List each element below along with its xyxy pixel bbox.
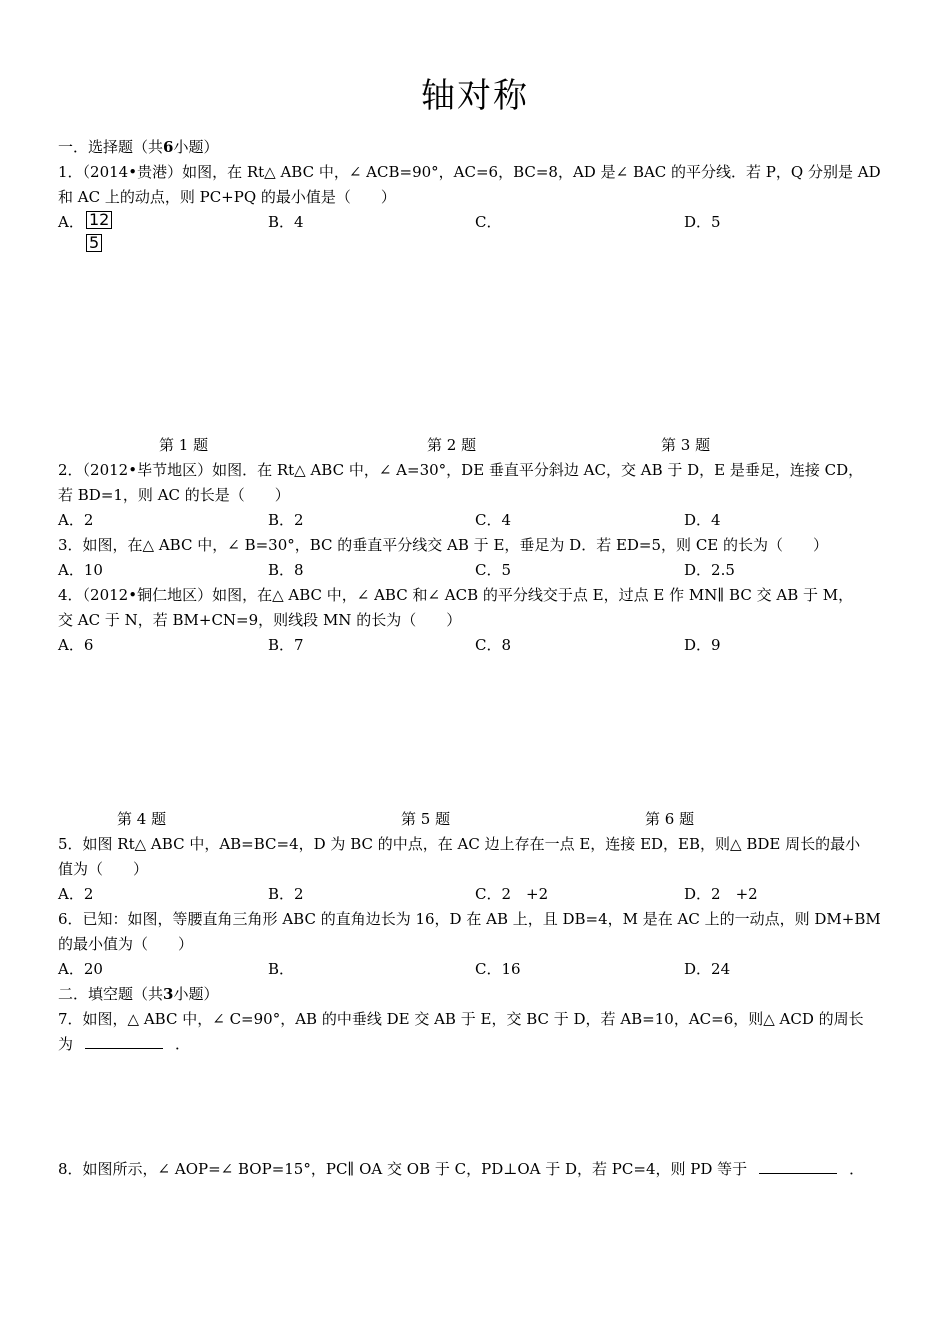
q3-option-a: A．10 bbox=[58, 561, 103, 579]
q6-option-d: D．24 bbox=[684, 960, 731, 978]
q1-option-a: A． bbox=[58, 213, 84, 231]
page-title: 轴对称 bbox=[421, 76, 529, 116]
q7-answer-blank[interactable] bbox=[85, 1034, 163, 1049]
figure-caption-3: 第 3 题 bbox=[661, 436, 711, 454]
figure-caption-4: 第 4 题 bbox=[117, 810, 167, 828]
q4-option-b: B．7 bbox=[268, 636, 304, 654]
section-heading-fill: 二．填空题（共3小题） bbox=[58, 985, 219, 1003]
q5-option-b: B．2 bbox=[268, 885, 304, 903]
q3-option-b: B．8 bbox=[268, 561, 304, 579]
question-4-line-1: 4．（2012•铜仁地区）如图，在△ ABC 中，∠ ABC 和∠ ACB 的平分线交于点 E，过点 E 作 MN∥ BC 交 AB 于 M， bbox=[58, 586, 854, 604]
question-4-line-2: 交 AC 于 N，若 BM+CN=9，则线段 MN 的长为（ ） bbox=[58, 611, 462, 629]
question-5-line-2: 值为（ ） bbox=[58, 860, 149, 878]
q3-option-d: D．2.5 bbox=[684, 561, 735, 579]
q8-answer-blank[interactable] bbox=[759, 1159, 837, 1174]
question-5-line-1: 5．如图 Rt△ ABC 中，AB=BC=4，D 为 BC 的中点，在 AC 边上存在一点 E，连接 ED，EB，则△ BDE 周长的最小 bbox=[58, 835, 861, 853]
section-heading-choice: 一．选择题（共6小题） bbox=[58, 138, 219, 156]
q2-option-d: D．4 bbox=[684, 511, 721, 529]
q1-option-c: C． bbox=[475, 213, 502, 231]
question-7-line-2: 为 ． bbox=[58, 1035, 191, 1053]
q5-option-c: C．2 +2 bbox=[475, 885, 549, 903]
q5-option-a: A．2 bbox=[58, 885, 94, 903]
q6-option-b: B． bbox=[268, 960, 295, 978]
q2-option-c: C．4 bbox=[475, 511, 512, 529]
q6-option-c: C．16 bbox=[475, 960, 521, 978]
question-2-line-2: 若 BD=1，则 AC 的长是（ ） bbox=[58, 486, 290, 504]
question-1-line-1: 1．（2014•贵港）如图，在 Rt△ ABC 中，∠ ACB=90°，AC=6，BC=8，AD 是∠ BAC 的平分线．若 P，Q 分别是 AD bbox=[58, 163, 881, 181]
q4-option-d: D．9 bbox=[684, 636, 721, 654]
q5-option-d: D．2 +2 bbox=[684, 885, 758, 903]
question-3-line-1: 3．如图，在△ ABC 中，∠ B=30°，BC 的垂直平分线交 AB 于 E，垂足为 D．若 ED=5，则 CE 的长为（ ） bbox=[58, 536, 829, 554]
figure-caption-6: 第 6 题 bbox=[645, 810, 695, 828]
q3-option-c: C．5 bbox=[475, 561, 512, 579]
question-2-line-1: 2．（2012•毕节地区）如图．在 Rt△ ABC 中，∠ A=30°，DE 垂直平分斜边 AC，交 AB 于 D，E 是垂足，连接 CD， bbox=[58, 461, 864, 479]
figure-caption-5: 第 5 题 bbox=[401, 810, 451, 828]
figure-caption-1: 第 1 题 bbox=[159, 436, 209, 454]
q4-option-a: A．6 bbox=[58, 636, 94, 654]
q1-option-d: D．5 bbox=[684, 213, 721, 231]
q2-option-b: B．2 bbox=[268, 511, 304, 529]
question-1-line-2: 和 AC 上的动点，则 PC+PQ 的最小值是（ ） bbox=[58, 188, 396, 206]
figure-caption-2: 第 2 题 bbox=[427, 436, 477, 454]
q2-option-a: A．2 bbox=[58, 511, 94, 529]
q6-option-a: A．20 bbox=[58, 960, 103, 978]
question-8: 8．如图所示，∠ AOP=∠ BOP=15°，PC∥ OA 交 OB 于 C，PD⊥OA 于 D，若 PC=4，则 PD 等于 ． bbox=[58, 1160, 865, 1178]
q1-fraction-numerator: 12 bbox=[86, 211, 112, 229]
question-7-line-1: 7．如图，△ ABC 中，∠ C=90°，AB 的中垂线 DE 交 AB 于 E，交 BC 于 D，若 AB=10，AC=6，则△ ACD 的周长 bbox=[58, 1010, 864, 1028]
question-6-line-2: 的最小值为（ ） bbox=[58, 935, 194, 953]
q4-option-c: C．8 bbox=[475, 636, 512, 654]
q1-fraction-denominator: 5 bbox=[86, 234, 102, 252]
q1-option-b: B．4 bbox=[268, 213, 304, 231]
question-6-line-1: 6．已知：如图，等腰直角三角形 ABC 的直角边长为 16，D 在 AB 上，且 DB=4，M 是在 AC 上的一动点，则 DM+BM bbox=[58, 910, 881, 928]
